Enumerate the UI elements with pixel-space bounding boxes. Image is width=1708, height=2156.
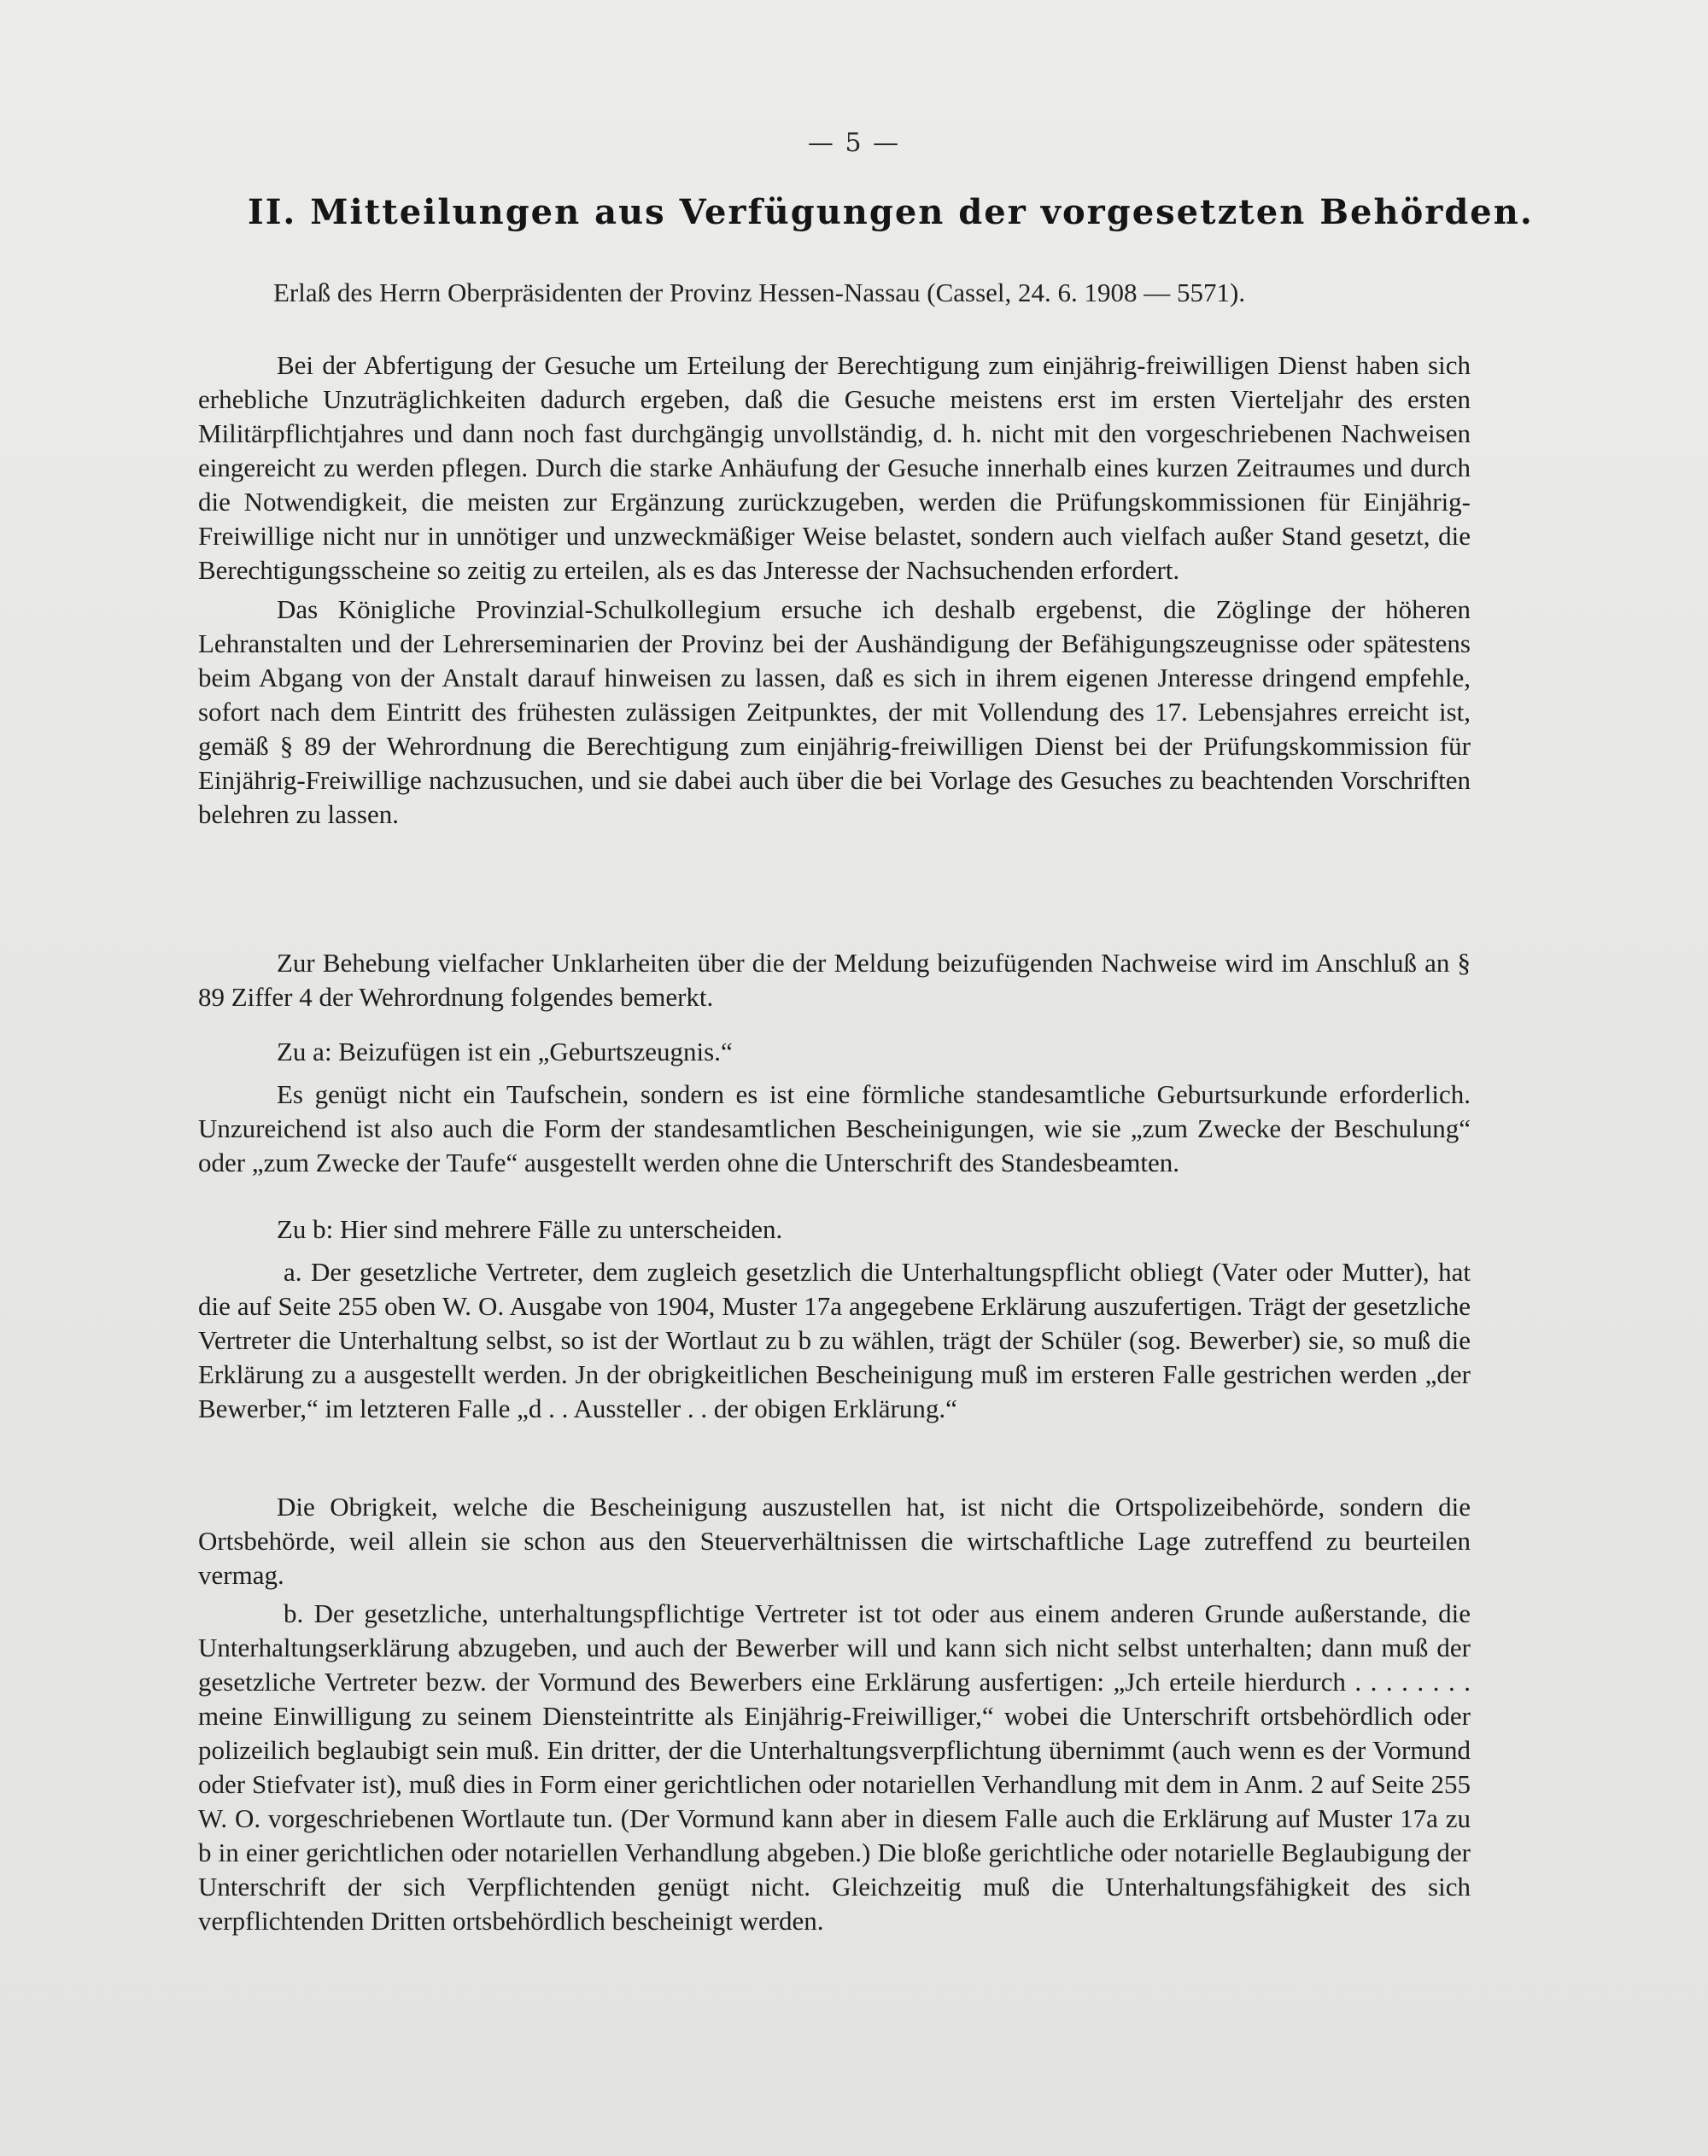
text-block-3: [198, 1035, 1471, 1074]
paragraph: b. Der gesetzliche, unterhaltungspflichtige Vertreter ist tot oder aus einem anderen Grunde außerstande, die Unterhaltungserklärung abzugeben, und auch der Bewerber will und kann sich nicht selbst unterhalten; dann muß der gesetzliche Vertreter bezw. der Vormund des Bewerbers eine Erklärung ausfertigen: „Jch erteile hierdurch . . . . . . . . meine Einwilligung zu seinem Diensteintritte als Einjährig-Freiwilliger,“ wobei die Unterschrift ortsbehördlich oder polizeilich beglaubigt sein muß. Ein dritter, der die Unterhaltungsverpflichtung übernimmt (auch wenn es der Vormund oder Stiefvater ist), muß dies in Form einer gerichtlichen oder notariellen Verhandlung mit dem in Anm. 2 auf Seite 255 W. O. vorgeschriebenen Wortlaute tun. (Der Vormund kann aber in diesem Falle auch die Erklärung auf Muster 17a zu b in einer gerichtlichen oder notariellen Verhandlung abgeben.) Die bloße gerichtliche oder notarielle Beglaubigung der Unterschrift der sich Verpflichtenden genügt nicht. Gleichzeitig muß die Unterhaltungsfähigkeit des sich verpflichtenden Dritten ortsbehördlich bescheinigt werden.: [198, 1598, 1471, 1936]
paragraph: Zur Behebung vielfacher Unklarheiten über die der Meldung beizufügenden Nachweise wird im Anschluß an § 89 Ziffer 4 der Wehrordnung folgendes bemerkt.: [198, 948, 1471, 1012]
text-block-1: [198, 348, 1471, 837]
text-block-5: [198, 1212, 1471, 1252]
page-number: — 5 —: [807, 128, 901, 158]
text-block-4: [198, 1078, 1471, 1185]
paragraph: Die Obrigkeit, welche die Bescheinigung auszustellen hat, ist nicht die Ortspolizeibehörde, sondern die Ortsbehörde, weil allein sie schon aus den Steuerverhältnissen die wirtschaftliche Lage zutreffend zu beurteilen vermag.: [198, 1492, 1471, 1590]
text-block-8: [198, 1597, 1471, 1943]
text-block-7: [198, 1490, 1471, 1598]
paragraph: Bei der Abfertigung der Gesuche um Erteilung der Berechtigung zum einjährig-freiwilligen Dienst haben sich erhebliche Unzuträglichkeiten dadurch ergeben, daß die Gesuche meistens erst im ersten Vierteljahr des ersten Militärpflichtjahres und dann noch fast durchgängig unvollständig, d. h. nicht mit den vorgeschriebenen Nachweisen eingereicht zu werden pflegen. Durch die starke Anhäufung der Gesuche innerhalb eines kurzen Zeitraumes und durch die Notwendigkeit, die meisten zur Ergänzung zurückzugeben, werden die Prüfungskommissionen für Einjährig-Freiwillige nicht nur in unnötiger und unzweckmäßiger Weise belastet, sondern auch vielfach außer Stand gesetzt, die Berechtigungsscheine so zeitig zu erteilen, als es das Jnteresse der Nachsuchenden erfordert.: [198, 350, 1471, 585]
section-title: II. Mitteilungen aus Verfügungen der vorgesetzten Behörden.: [248, 192, 1534, 232]
text-block-6: [198, 1255, 1471, 1431]
paragraph: Das Königliche Provinzial-Schulkollegium ersuche ich deshalb ergebenst, die Zöglinge der höheren Lehranstalten und der Lehrerseminarien der Provinz bei der Aushändigung der Befähigungszeugnisse oder spätestens beim Abgang von der Anstalt darauf hinweisen zu lassen, daß es sich in ihrem eigenen Jnteresse dringend empfehle, sofort nach dem Eintritt des frühesten zulässigen Zeitpunktes, der mit Vollendung des 17. Lebensjahres erreicht ist, gemäß § 89 der Wehrordnung die Berechtigung zum einjährig-freiwilligen Dienst bei der Prüfungskommission für Einjährig-Freiwillige nachzusuchen, und sie dabei auch über die bei Vorlage des Gesuches zu beachtenden Vorschriften belehren zu lassen.: [198, 594, 1471, 829]
decree-heading: Erlaß des Herrn Oberpräsidenten der Provinz Hessen-Nassau (Cassel, 24. 6. 1908 — 5571).: [273, 278, 1246, 307]
text-block-2: [198, 946, 1471, 1020]
paragraph: Zu b: Hier sind mehrere Fälle zu unterscheiden.: [277, 1214, 783, 1244]
paragraph: Zu a: Beizufügen ist ein „Geburtszeugnis.“: [277, 1037, 733, 1066]
paragraph: Es genügt nicht ein Taufschein, sondern es ist eine förmliche standesamtliche Geburtsurkunde erforderlich. Unzureichend ist also auch die Form der standesamtlichen Bescheinigungen, wie sie „zum Zwecke der Beschulung“ oder „zum Zwecke der Taufe“ ausgestellt werden ohne die Unterschrift des Standesbeamten.: [198, 1079, 1471, 1177]
paragraph: a. Der gesetzliche Vertreter, dem zugleich gesetzlich die Unterhaltungspflicht obliegt (Vater oder Mutter), hat die auf Seite 255 oben W. O. Ausgabe von 1904, Muster 17a angegebene Erklärung auszufertigen. Trägt der gesetzliche Vertreter die Unterhaltung selbst, so ist der Wortlaut zu b zu wählen, trägt der Schüler (sog. Bewerber) sie, so muß die Erklärung zu a ausgestellt werden. Jn der obrigkeitlichen Bescheinigung muß im ersteren Falle gestrichen werden „der Bewerber,“ im letzteren Falle „d . . Aussteller . . der obigen Erklärung.“: [198, 1257, 1471, 1423]
